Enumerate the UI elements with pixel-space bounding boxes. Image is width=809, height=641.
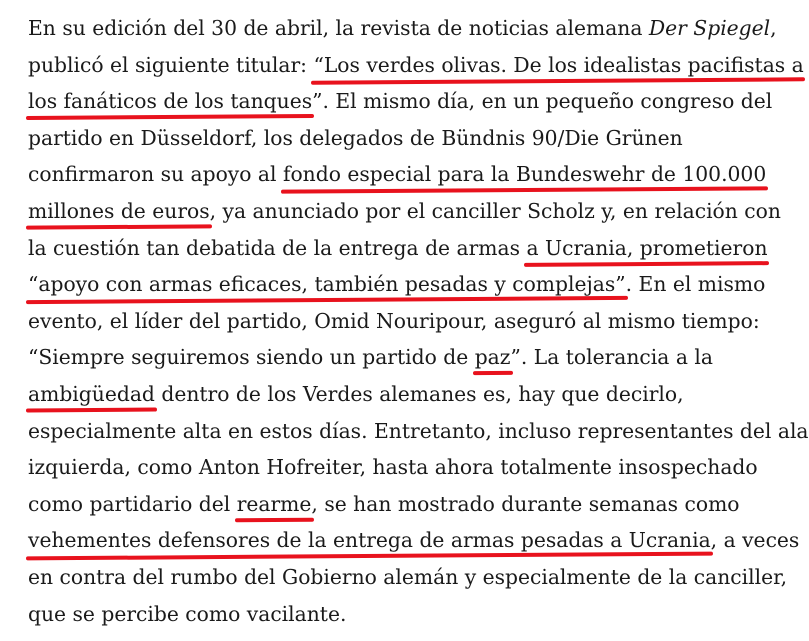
text-span: . En el mismo xyxy=(625,272,766,297)
text-line: partido en Düsseldorf, los delegados de Bündnis 90/Die Grünen xyxy=(28,125,683,150)
text-line: especialmente alta en estos días. Entretanto, incluso representantes del ala xyxy=(28,418,809,443)
text-line xyxy=(28,522,800,559)
underlined-headline-quote: “Los verdes olivas. De los idealistas pacifistas a xyxy=(313,52,804,77)
text-span: publicó el siguiente titular: xyxy=(28,52,314,77)
text-line xyxy=(28,10,777,47)
text-span: la cuestión tan debatida de la entrega de armas xyxy=(28,235,527,260)
text-span: como partidario del xyxy=(28,491,237,516)
text-span: ”. El mismo día, en un pequeño congreso del xyxy=(312,89,773,114)
underlined-word-rearmament: rearme xyxy=(236,491,312,516)
underlined-word-ambiguity: ambigüedad xyxy=(28,381,155,406)
text-span: “Siempre seguiremos siendo un partido de xyxy=(28,345,475,370)
text-line: evento, el líder del partido, Omid Nouripour, aseguró al mismo tiempo: xyxy=(28,308,760,333)
underlined-word-peace: paz xyxy=(474,345,511,370)
text-line xyxy=(28,47,804,84)
article-paragraph xyxy=(28,10,809,632)
text-line: en contra del rumbo del Gobierno alemán y especialmente de la canciller, xyxy=(28,564,788,589)
text-line xyxy=(28,486,768,523)
publication-name: Der Spiegel xyxy=(648,16,771,40)
underlined-headline-quote: los fanáticos de los tanques xyxy=(28,89,313,114)
text-line xyxy=(28,230,768,267)
text-line xyxy=(28,376,768,413)
text-line xyxy=(28,339,768,376)
underlined-defenders-phrase: vehementes defensores de la entrega de armas pesadas a Ucrania xyxy=(28,528,711,553)
text-span: confirmaron su apoyo al xyxy=(28,162,283,187)
text-line xyxy=(28,156,768,193)
text-line xyxy=(28,193,781,230)
underlined-ukraine-promise: a Ucrania, prometieron xyxy=(526,235,768,260)
text-span: ”. La tolerancia a la xyxy=(510,345,713,370)
text-span: , a veces xyxy=(710,528,800,553)
text-line: que se percibe como vacilante. xyxy=(28,601,347,626)
text-span: , se han mostrado durante semanas como xyxy=(311,491,740,516)
text-line: izquierda, como Anton Hofreiter, hasta ahora totalmente insospechado xyxy=(28,455,758,480)
text-line xyxy=(28,266,768,303)
underlined-special-fund: fondo especial para la Bundeswehr de 100.000 xyxy=(282,162,767,187)
underlined-special-fund: millones de euros xyxy=(28,198,210,223)
text-span: En su edición del 30 de abril, la revista de noticias alemana xyxy=(28,16,649,40)
text-span: , ya anunciado por el canciller Scholz y, en relación con xyxy=(209,198,781,223)
underlined-weapons-quote: “apoyo con armas eficaces, también pesadas y complejas” xyxy=(28,272,626,297)
text-line xyxy=(28,83,773,120)
text-span: , xyxy=(770,16,777,40)
text-span: dentro de los Verdes alemanes es, hay que decirlo, xyxy=(154,381,684,406)
